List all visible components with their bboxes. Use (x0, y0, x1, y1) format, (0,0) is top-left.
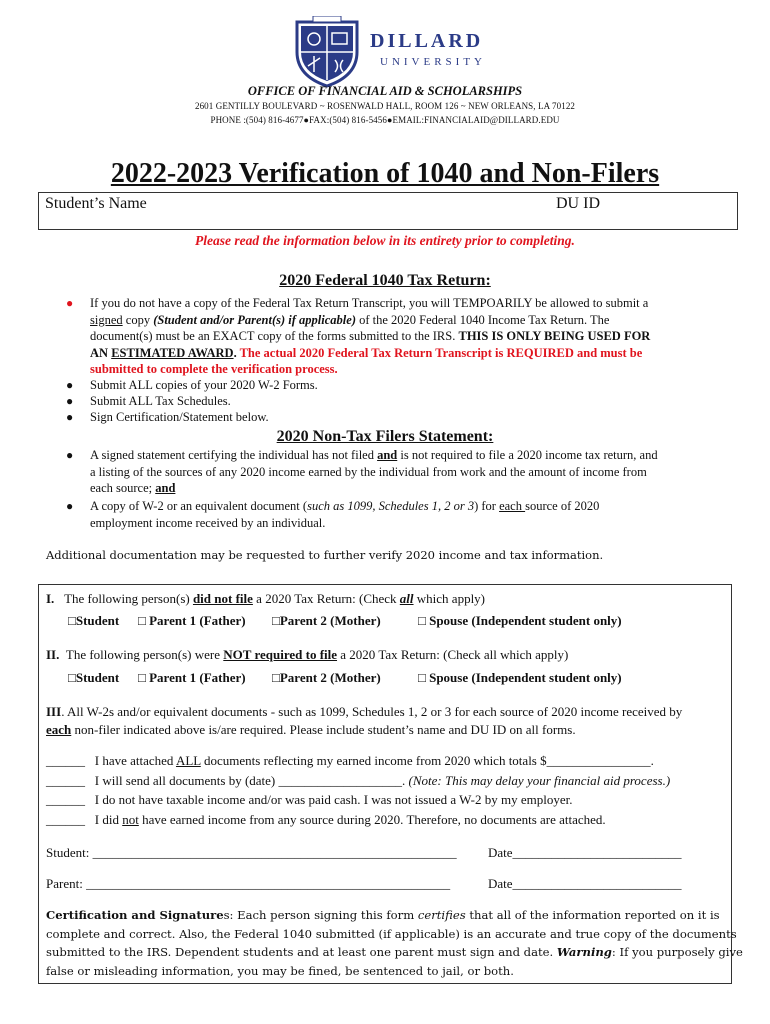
attestation-line-no-earned-income[interactable]: ______ I did not have earned income from any source during 2020. Therefore, no documents are attached. (46, 812, 606, 827)
list-item: If you do not have a copy of the Federal Tax Return Transcript, you will TEMPOARILY be allowed to submit a signed copy (Student and/or Parent(s) if applicable) of the 2020 Federal 1040 Income Tax Return. The document(s) must be an EXACT copy of the forms submitted to the IRS. THIS IS ONLY BEING USED FOR AN ESTIMATED AWARD. The actual 2020 Federal Tax Return Transcript is REQUIRED and must be submitted to complete the verification process. (90, 296, 651, 376)
office-address: 2601 GENTILLY BOULEVARD ~ ROSENWALD HALL, ROOM 126 ~ NEW ORLEANS, LA 70122 (194, 101, 576, 111)
attestation-line-no-taxable-income[interactable]: ______ I do not have taxable income and/or was paid cash. I was not issued a W-2 by my employer. (46, 792, 573, 807)
checkbox-spouse-not-filed[interactable]: □ Spouse (Independent student only) (418, 613, 622, 628)
attestation-line-will-send[interactable]: ______ I will send all documents by (date) ___________________. (Note: This may delay your financial aid process.) (46, 773, 671, 788)
university-shield-logo (293, 16, 361, 88)
student-date-field[interactable]: Date__________________________ (488, 845, 682, 860)
parent-date-field[interactable]: Date__________________________ (488, 876, 682, 891)
checkbox-parent1-not-filed[interactable]: □ Parent 1 (Father) (138, 613, 246, 628)
student-signature-field[interactable]: Student: ________________________________________________________ (46, 845, 457, 860)
parent-signature-field[interactable]: Parent: ________________________________________________________ (46, 876, 451, 891)
student-name-label: Student’s Name (45, 195, 147, 212)
office-contact: PHONE :(504) 816-4677●FAX:(504) 816-5456●EMAIL:FINANCIALAID@DILLARD.EDU (210, 115, 560, 125)
certification-statement: Certification and Signatures: Each person signing this form certifies that all of the information reported on it is complete and correct. Also, the Federal 1040 submitted (if applicable) is an accurate and true copy of the documents submitted to the IRS. Dependent students and at least one parent must sign and date. Warning: If you purposely give false or misleading information, you may be fined, be sentenced to jail, or both. (46, 908, 743, 978)
bullet-icon: ● (66, 394, 74, 408)
list-item: A copy of W-2 or an equivalent document (such as 1099, Schedules 1, 2 or 3) for each source of 2020 employment income received by an individual. (90, 499, 600, 530)
checkbox-parent2-not-filed[interactable]: □Parent 2 (Mother) (272, 613, 381, 628)
logo-name-line2: UNIVERSITY (380, 56, 486, 68)
office-heading: OFFICE OF FINANCIAL AID & SCHOLARSHIPS (247, 84, 523, 98)
checkbox-spouse-not-required[interactable]: □ Spouse (Independent student only) (418, 670, 622, 685)
part-3-instructions: III. All W-2s and/or equivalent documents - such as 1099, Schedules 1, 2 or 3 for each source of 2020 income received by each non-filer indicated above is/are required. Please include student’s name and DU ID on all forms. (46, 704, 683, 737)
bullet-icon: ● (66, 378, 74, 392)
logo-name-line1: DILLARD (370, 30, 484, 52)
section-1040-title: 2020 Federal 1040 Tax Return: (279, 272, 491, 289)
form-title: 2022-2023 Verification of 1040 and Non-Filers (110, 158, 660, 189)
list-item: Submit ALL copies of your 2020 W-2 Forms. (90, 378, 318, 392)
part-2-question: II. The following person(s) were NOT required to file a 2020 Tax Return: (Check all which apply) (46, 647, 569, 662)
bullet-icon: ● (66, 448, 74, 462)
part-1-question: I. The following person(s) did not file a 2020 Tax Return: (Check all which apply) (46, 591, 486, 606)
list-item: A signed statement certifying the individual has not filed and is not required to file a 2020 income tax return, and a listing of the sources of any 2020 income earned by the individual from work and the amount of income from each source; and (90, 448, 658, 495)
section-nonfilers-title: 2020 Non-Tax Filers Statement: (276, 428, 494, 445)
list-item: Sign Certification/Statement below. (90, 410, 269, 424)
bullet-icon: ● (66, 499, 74, 513)
additional-documentation-note: Additional documentation may be requested to further verify 2020 income and tax information. (46, 548, 604, 562)
checkbox-parent2-not-required[interactable]: □Parent 2 (Mother) (272, 670, 381, 685)
checkbox-student-not-filed[interactable]: □Student (68, 613, 120, 628)
checkbox-student-not-required[interactable]: □Student (68, 670, 120, 685)
student-name-box[interactable] (38, 192, 738, 230)
bullet-icon: ● (66, 410, 74, 424)
bullet-icon: ● (66, 296, 74, 310)
checkbox-parent1-not-required[interactable]: □ Parent 1 (Father) (138, 670, 246, 685)
list-item: Submit ALL Tax Schedules. (90, 394, 231, 408)
warning-text: Please read the information below in its entirety prior to completing. (195, 233, 575, 248)
du-id-label: DU ID (556, 195, 600, 212)
attestation-line-attached[interactable]: ______ I have attached ALL documents reflecting my earned income from 2020 which totals $________________. (46, 753, 654, 768)
